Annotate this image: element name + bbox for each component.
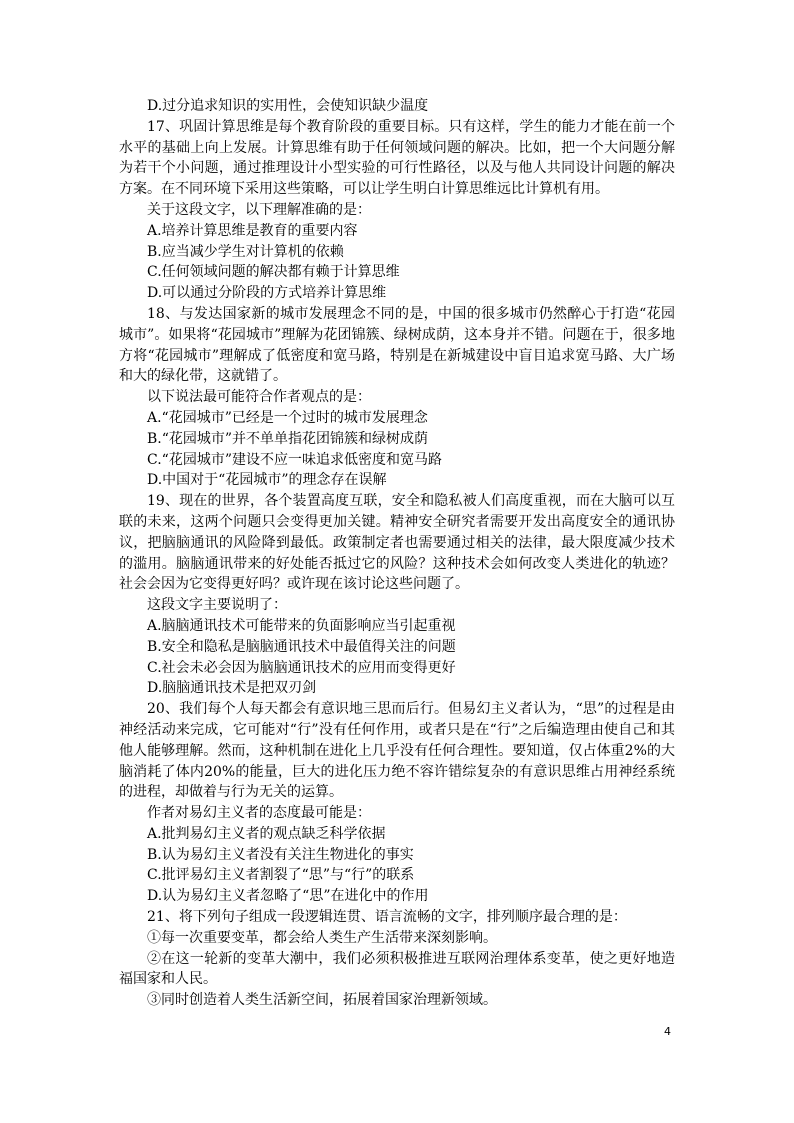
q17-option-b: B.应当减少学生对计算机的依赖 xyxy=(147,243,344,260)
question-19 xyxy=(119,491,675,699)
question-17 xyxy=(119,117,675,304)
q20-question: 作者对易幻主义者的态度最可能是： xyxy=(147,805,371,822)
q18-option-c: C.“花园城市”建设不应一味追求低密度和宽马路 xyxy=(147,451,442,468)
q19-option-c: C.社会未必会因为脑脑通讯技术的应用而变得更好 xyxy=(147,659,456,676)
q17-option-a: A.培养计算思维是教育的重要内容 xyxy=(147,222,358,239)
q18-option-d: D.中国对于“花园城市”的理念存在误解 xyxy=(147,472,387,489)
page-number: 4 xyxy=(664,1025,671,1038)
q20-option-a: A.批判易幻主义者的观点缺乏科学依据 xyxy=(147,825,386,842)
q20-option-b: B.认为易幻主义者没有关注生物进化的事实 xyxy=(147,846,414,863)
q17-option-d: D.可以通过分阶段的方式培养计算思维 xyxy=(147,285,387,302)
question-21 xyxy=(119,907,675,1011)
q19-option-d: D.脑脑通讯技术是把双刃剑 xyxy=(147,680,317,697)
q19-question: 这段文字主要说明了： xyxy=(147,597,287,614)
q20-passage: 20、我们每个人每天都会有意识地三思而后行。但易幻主义者认为，“思”的过程是由神经活动来完成，它可能对“行”没有任何作用，或者只是在“行”之后编造理由使自己和其他人能够理解。然而，这种机制在进化上几乎没有任何合理性。要知道，仅占体重2%的大脑消耗了体内20%的能量，巨大的进化压力绝不容许错综复杂的有意识思维占用神经系统的进程，却做着与行为无关的运算。 xyxy=(119,701,675,801)
q17-passage: 17、巩固计算思维是每个教育阶段的重要目标。只有这样，学生的能力才能在前一个水平的基础上向上发展。计算思维有助于任何领域问题的解决。比如，把一个大问题分解为若干个小问题，通过推理设计小型实验的可行性路径，以及与他人共同设计问题的解决方案。在不同环境下采用这些策略，可以让学生明白计算思维远比计算机有用。 xyxy=(119,118,675,198)
q17-question: 关于这段文字，以下理解准确的是： xyxy=(147,201,371,218)
q17-option-c: C.任何领域问题的解决都有赖于计算思维 xyxy=(147,264,400,281)
q20-option-d: D.认为易幻主义者忽略了“思”在进化中的作用 xyxy=(147,888,429,905)
q19-option-a: A.脑脑通讯技术可能带来的负面影响应当引起重视 xyxy=(147,617,456,634)
q21-sentence-2: ②在这一轮新的变革大潮中，我们必须积极推进互联网治理体系变革，使之更好地造福国家和人民。 xyxy=(119,950,675,988)
question-20 xyxy=(119,699,675,907)
q18-passage: 18、与发达国家新的城市发展理念不同的是，中国的很多城市仍然醉心于打造“花园城市”。如果将“花园城市”理解为花团锦簇、绿树成荫，这本身并不错。问题在于，很多地方将“花园城市”理解成了低密度和宽马路，特别是在新城建设中盲目追求宽马路、大广场和大的绿化带，这就错了。 xyxy=(119,305,675,385)
question-18 xyxy=(119,304,675,491)
q21-sentence-3: ③同时创造着人类生活新空间，拓展着国家治理新领域。 xyxy=(147,992,497,1009)
page-content xyxy=(119,96,675,1011)
q20-option-c: C.批评易幻主义者割裂了“思”与“行”的联系 xyxy=(147,867,415,884)
q19-passage: 19、现在的世界，各个装置高度互联，安全和隐私被人们高度重视，而在大脑可以互联的未来，这两个问题只会变得更加关键。精神安全研究者需要开发出高度安全的通讯协议，把脑脑通讯的风险降到最低。政策制定者也需要通过相关的法律，最大限度减少技术的滥用。脑脑通讯带来的好处能否抵过它的风险？这种技术会如何改变人类进化的轨迹？社会会因为它变得更好吗？或许现在该讨论这些问题了。 xyxy=(119,493,675,593)
q19-option-b: B.安全和隐私是脑脑通讯技术中最值得关注的问题 xyxy=(147,638,456,655)
q18-question: 以下说法最可能符合作者观点的是： xyxy=(147,389,371,406)
q21-stem: 21、将下列句子组成一段逻辑连贯、语言流畅的文字，排列顺序最合理的是： xyxy=(147,909,627,926)
q21-sentence-1: ①每一次重要变革，都会给人类生产生活带来深刻影响。 xyxy=(147,929,497,946)
q18-option-a: A.“花园城市”已经是一个过时的城市发展理念 xyxy=(147,409,428,426)
q18-option-b: B.“花园城市”并不单单指花团锦簇和绿树成荫 xyxy=(147,430,429,447)
q16-option-d: D.过分追求知识的实用性，会使知识缺少温度 xyxy=(147,98,429,114)
